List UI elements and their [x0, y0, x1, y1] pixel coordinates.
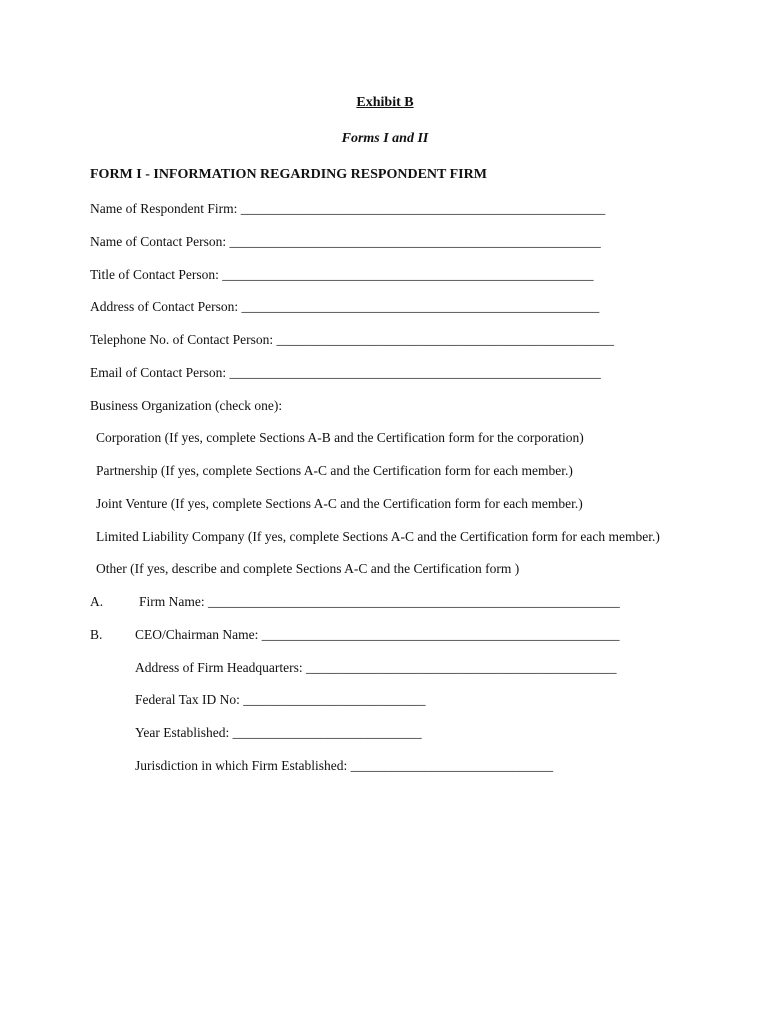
field-label: Email of Contact Person: [90, 365, 227, 380]
org-option-partnership[interactable]: Partnership (If yes, complete Sections A-C and the Certification form for each member.) [96, 463, 573, 478]
field-blank[interactable]: ______________________________________________________ [240, 201, 606, 216]
exhibit-title: Exhibit B [356, 95, 414, 110]
org-option-joint-venture[interactable]: Joint Venture (If yes, complete Sections A-C and the Certification form for each member.) [96, 496, 583, 511]
field-label: Name of Respondent Firm: [90, 201, 238, 216]
field-contact-email[interactable] [90, 365, 601, 381]
org-option-corporation[interactable]: Corporation (If yes, complete Sections A-B and the Certification form for the corporation) [96, 430, 584, 445]
section-b-ceo-name[interactable] [135, 627, 619, 643]
field-year-established[interactable] [135, 725, 422, 741]
field-respondent-firm[interactable] [90, 201, 605, 217]
field-blank[interactable]: _____________________________________________________ [261, 627, 620, 642]
field-label: Address of Firm Headquarters: [135, 660, 303, 675]
field-contact-telephone[interactable] [90, 332, 614, 348]
field-label: Year Established: [135, 725, 230, 740]
section-a-marker: A. [90, 594, 104, 609]
field-label: Telephone No. of Contact Person: [90, 332, 274, 347]
field-contact-name[interactable] [90, 234, 601, 250]
field-label: Jurisdiction in which Firm Established: [135, 758, 348, 773]
field-label: Title of Contact Person: [90, 267, 219, 282]
business-org-label: Business Organization (check one): [90, 398, 283, 413]
field-label: Firm Name: [139, 594, 205, 609]
field-jurisdiction[interactable] [135, 758, 553, 774]
field-label: Address of Contact Person: [90, 299, 239, 314]
field-contact-address[interactable] [90, 299, 599, 315]
field-blank[interactable]: __________________________________________________ [276, 332, 615, 347]
field-label: Name of Contact Person: [90, 234, 227, 249]
field-blank[interactable]: _______________________________________________________ [229, 365, 601, 380]
org-option-llc[interactable]: Limited Liability Company (If yes, complete Sections A-C and the Certification form for each member.) [96, 529, 660, 544]
field-label: CEO/Chairman Name: [135, 627, 259, 642]
form-heading: FORM I - INFORMATION REGARDING RESPONDENT FIRM [90, 167, 487, 182]
section-a-firm-name[interactable] [139, 594, 620, 610]
field-blank[interactable]: _____________________________________________________ [241, 299, 600, 314]
field-blank[interactable]: ____________________________ [232, 725, 422, 740]
field-label: Federal Tax ID No: [135, 692, 240, 707]
field-hq-address[interactable] [135, 660, 616, 676]
field-contact-title[interactable] [90, 267, 594, 283]
field-blank[interactable]: ___________________________ [243, 692, 426, 707]
forms-subtitle: Forms I and II [341, 131, 429, 146]
field-federal-tax-id[interactable] [135, 692, 426, 708]
field-blank[interactable]: ______________________________ [350, 758, 554, 773]
org-option-other[interactable]: Other (If yes, describe and complete Sections A-C and the Certification form ) [96, 561, 520, 576]
field-blank[interactable]: _____________________________________________________________ [208, 594, 620, 609]
field-blank[interactable]: _______________________________________________________ [229, 234, 601, 249]
section-b-marker: B. [90, 627, 103, 642]
field-blank[interactable]: ______________________________________________ [305, 660, 617, 675]
field-blank[interactable]: _______________________________________________________ [222, 267, 594, 282]
